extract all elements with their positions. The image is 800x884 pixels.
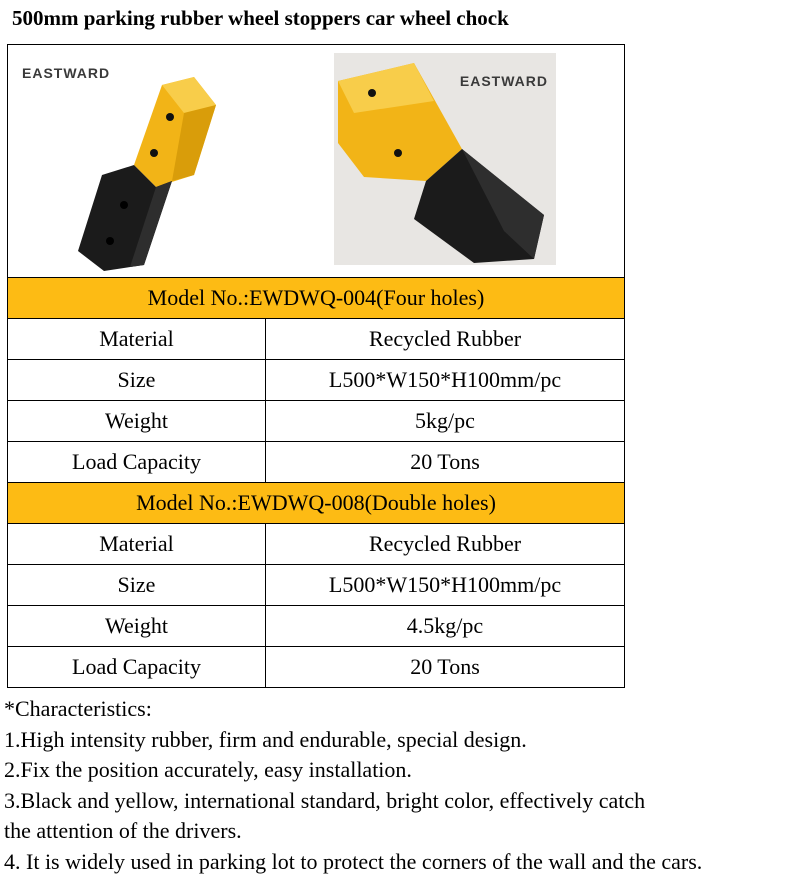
spec-value: Recycled Rubber: [368, 531, 522, 556]
list-item: the attention of the drivers.: [4, 818, 242, 843]
spec-label: Load Capacity: [8, 442, 266, 482]
table-row: [8, 401, 624, 442]
model-heading: Model No.:EWDWQ-008(Double holes): [8, 483, 624, 524]
table-row: [8, 360, 624, 401]
spec-label: Material: [8, 319, 266, 359]
spec-value: Recycled Rubber: [368, 326, 522, 351]
spec-value: L500*W150*H100mm/pc: [328, 572, 562, 597]
table-row: [8, 524, 624, 565]
characteristics-heading: *Characteristics:: [4, 696, 152, 721]
table-row: [8, 565, 624, 606]
brand-logo-left: EASTWARD: [22, 65, 111, 81]
wheel-stopper-angled-image: [44, 55, 224, 271]
model-heading: Model No.:EWDWQ-004(Four holes): [8, 278, 624, 319]
spec-value: 20 Tons: [410, 449, 480, 474]
table-row: [8, 606, 624, 647]
spec-label: Size: [8, 360, 266, 400]
spec-value: 20 Tons: [410, 654, 480, 679]
list-item: 4. It is widely used in parking lot to protect the corners of the wall and the cars.: [4, 848, 703, 874]
product-sheet: [7, 44, 625, 688]
list-item: 2.Fix the position accurately, easy installation.: [4, 757, 412, 782]
spec-value: 4.5kg/pc: [406, 613, 484, 638]
spec-label: Material: [8, 524, 266, 564]
product-photos: [8, 45, 624, 278]
spec-value: L500*W150*H100mm/pc: [328, 367, 562, 392]
brand-logo-right: EASTWARD: [459, 73, 548, 89]
spec-label: Weight: [8, 401, 266, 441]
list-item: 3.Black and yellow, international standard, bright color, effectively catch: [4, 787, 646, 813]
wheel-stopper-photo-top: [334, 53, 556, 265]
spec-value: 5kg/pc: [415, 408, 475, 433]
page-title: 500mm parking rubber wheel stoppers car wheel chock: [12, 6, 509, 30]
spec-label: Weight: [8, 606, 266, 646]
spec-label: Load Capacity: [8, 647, 266, 687]
wheel-stopper-photo-angled: [44, 55, 224, 271]
spec-label: Size: [8, 565, 266, 605]
characteristics-list: [4, 694, 702, 877]
list-item: 1.High intensity rubber, firm and endurable, special design.: [4, 726, 527, 752]
table-row: [8, 647, 624, 687]
table-row: [8, 442, 624, 483]
table-row: [8, 319, 624, 360]
